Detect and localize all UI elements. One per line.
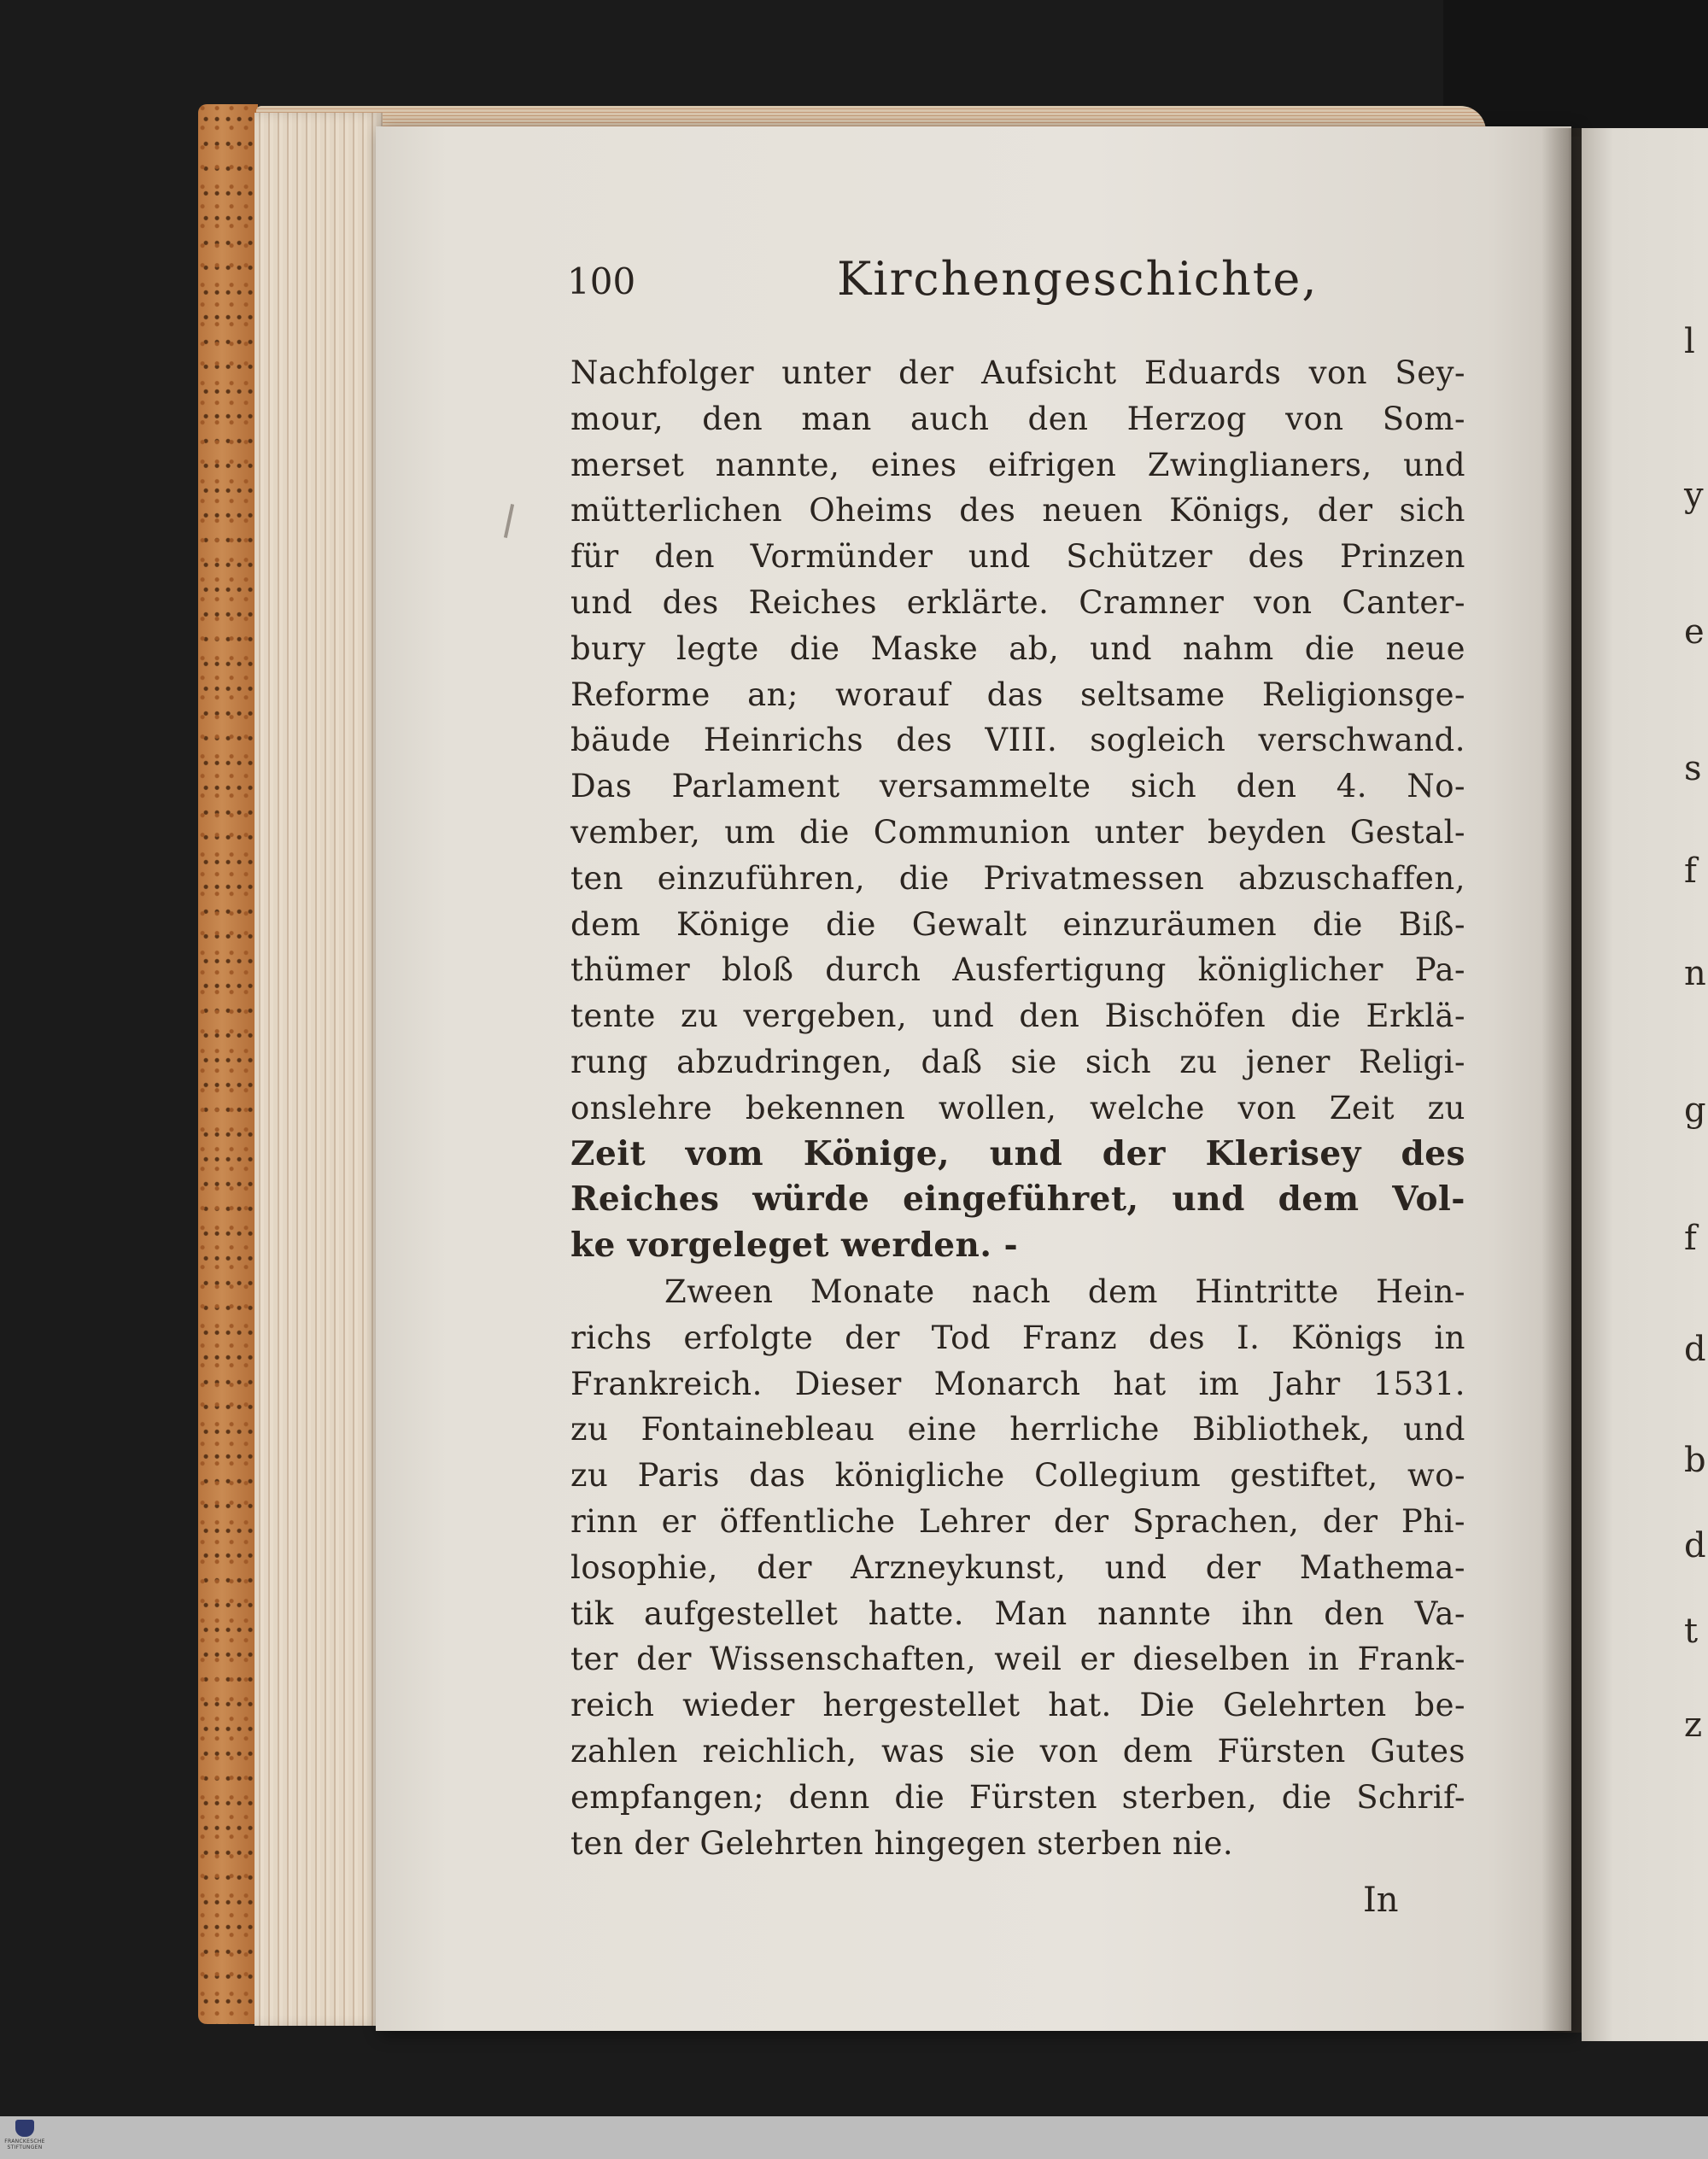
facing-page-letter: l — [1684, 322, 1695, 361]
text-line: bäude Heinrichs des VIII. sogleich verschwand. — [570, 722, 1465, 759]
viewer-bottom-bar — [0, 2116, 1708, 2159]
facing-page-letter: b — [1684, 1441, 1706, 1480]
facing-page-letter: g — [1684, 1091, 1706, 1130]
book-gutter — [1541, 128, 1586, 2033]
text-line: rung abzudringen, daß sie sich zu jener Religi- — [570, 1043, 1465, 1080]
text-line: dem Könige die Gewalt einzuräumen die Biß- — [570, 905, 1465, 943]
facing-page-letter: n — [1684, 954, 1706, 993]
text-line: Das Parlament versammelte sich den 4. No- — [570, 768, 1465, 805]
text-line: ten der Gelehrten hingegen sterben nie. — [570, 1824, 1234, 1862]
text-line: onslehre bekennen wollen, welche von Zeit zu — [570, 1089, 1465, 1126]
logo-label: FRANCKESCHE STIFTUNGEN — [4, 2139, 45, 2150]
text-line: ten einzuführen, die Privatmessen abzuschaffen, — [570, 859, 1465, 897]
text-line: bury legte die Maske ab, und nahm die neue — [570, 629, 1465, 667]
facing-page-letter: f — [1684, 1219, 1697, 1258]
facing-page-letter: s — [1684, 749, 1702, 788]
text-line: zu Paris das königliche Collegium gestiftet, wo- — [570, 1457, 1465, 1495]
text-line: mour, den man auch den Herzog von Som- — [570, 400, 1465, 437]
text-line: Frankreich. Dieser Monarch hat im Jahr 1531. — [570, 1365, 1465, 1402]
body-text — [570, 350, 1465, 1866]
facing-page-letter: y — [1684, 476, 1704, 515]
text-line: richs erfolgte der Tod Franz des I. Königs in — [570, 1319, 1465, 1356]
facing-page-fragment — [1582, 128, 1708, 2041]
text-line: ke vorgeleget werden. - — [570, 1226, 1019, 1266]
text-line: Zween Monate nach dem Hintritte Hein- — [664, 1273, 1465, 1310]
text-line: tente zu vergeben, und den Bischöfen die Erklä- — [570, 998, 1465, 1035]
logo-emblem-icon — [15, 2120, 34, 2137]
facing-page-letter: f — [1684, 851, 1697, 891]
text-line: und des Reiches erklärte. Cramner von Canter- — [570, 583, 1465, 621]
text-line: zahlen reichlich, was sie von dem Fürsten Gutes — [570, 1732, 1465, 1770]
text-line: ter der Wissenschaften, weil er dieselben in Frank- — [570, 1641, 1465, 1678]
catchword: In — [1363, 1881, 1399, 1920]
facing-page-letter: t — [1684, 1612, 1699, 1651]
page-number: 100 — [567, 260, 636, 302]
facing-page-letter: d — [1684, 1330, 1706, 1369]
background-shadow — [1443, 0, 1708, 137]
text-line: zu Fontainebleau eine herrliche Bibliothek, und — [570, 1411, 1465, 1448]
text-line: mütterlichen Oheims des neuen Königs, der sich — [570, 492, 1465, 530]
facing-page-letter: z — [1684, 1706, 1703, 1745]
text-line: rinn er öffentliche Lehrer der Sprachen, der Phi- — [570, 1502, 1465, 1540]
text-line: merset nannte, eines eifrigen Zwinglianers, und — [570, 446, 1465, 483]
text-line: thümer bloß durch Ausfertigung königlicher Pa- — [570, 951, 1465, 989]
page-stack-side-edge — [254, 113, 383, 2026]
institution-logo[interactable] — [5, 2120, 44, 2156]
text-line: für den Vormünder und Schützer des Prinzen — [570, 538, 1465, 576]
text-line: empfangen; denn die Fürsten sterben, die Schrif- — [570, 1778, 1465, 1816]
running-head: Kirchengeschichte, — [837, 252, 1319, 306]
text-line: tik aufgestellet hatte. Man nannte ihn den Va- — [570, 1594, 1465, 1632]
facing-page-letter: e — [1684, 612, 1705, 652]
facing-page-letter: d — [1684, 1526, 1706, 1565]
text-line: reich wieder hergestellet hat. Die Gelehrten be- — [570, 1687, 1465, 1724]
text-line: Zeit vom Könige, und der Klerisey des — [570, 1133, 1465, 1173]
text-line: Reiches würde eingeführet, und dem Vol- — [570, 1179, 1465, 1220]
book-cover-edge — [198, 104, 258, 2024]
text-line: Reforme an; worauf das seltsame Religionsge- — [570, 676, 1465, 713]
text-line: losophie, der Arzneykunst, und der Mathema- — [570, 1548, 1465, 1586]
text-line: Nachfolger unter der Aufsicht Eduards von Sey- — [570, 354, 1465, 391]
text-line: vember, um die Communion unter beyden Gestal- — [570, 813, 1465, 851]
